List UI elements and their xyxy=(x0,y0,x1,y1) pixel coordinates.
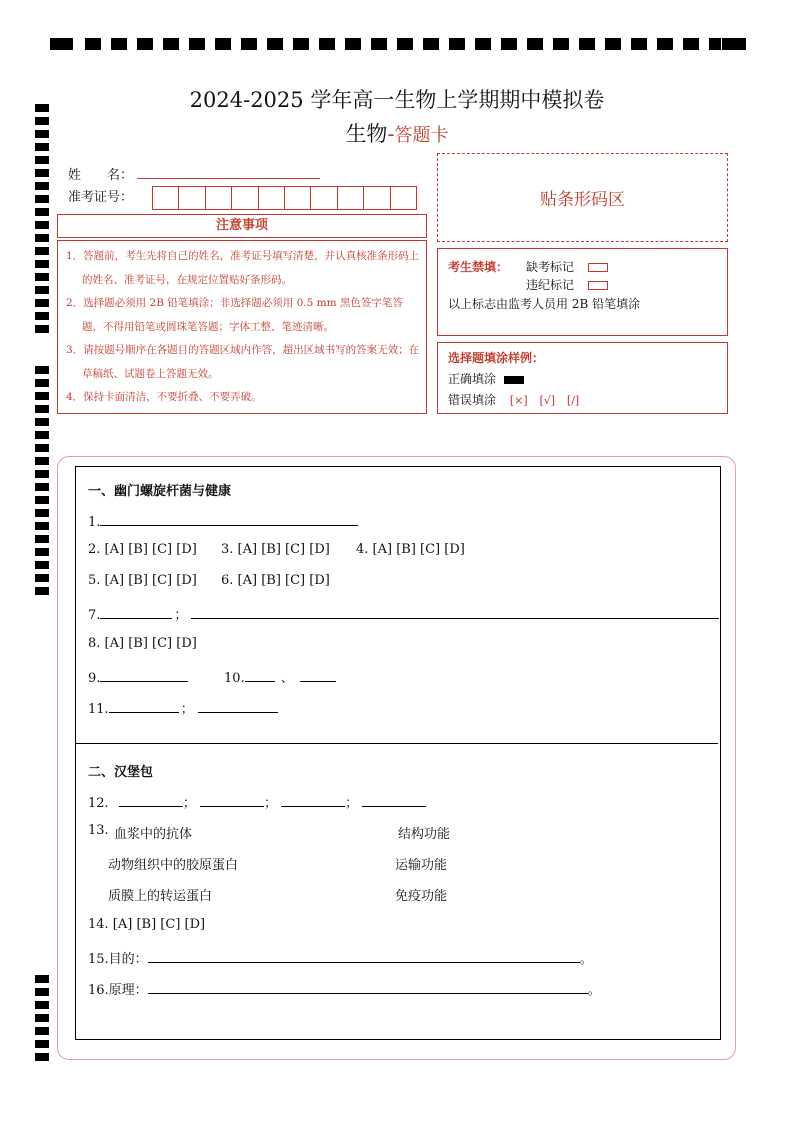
q11-answer-line-1[interactable] xyxy=(109,698,179,713)
q6-options[interactable]: 6. [A] [B] [C] [D] xyxy=(221,573,330,588)
notice-heading: 注意事项 xyxy=(57,214,427,238)
timing-bar-top xyxy=(50,38,746,52)
notice-item: 2．选择题必须用 2B 铅笔填涂；非选择题必须用 0.5 mm 黑色签字笔答题，不得用铅笔或圆珠笔答题；字体工整、笔迹清晰。 xyxy=(66,297,403,333)
q12-answer-line-2[interactable] xyxy=(200,792,264,807)
q7-answer-line-1[interactable] xyxy=(100,604,172,619)
q2-options[interactable]: 2. [A] [B] [C] [D] xyxy=(88,542,197,557)
notice-item: 3．请按题号顺序在各题目的答题区域内作答，超出区域书写的答案无效；在草稿纸、试题卷上答题无效。 xyxy=(66,344,420,380)
q7-label: 7. xyxy=(88,608,101,623)
q13-item-right[interactable]: 结构功能 xyxy=(398,827,451,842)
example-heading: 选择题填涂样例： xyxy=(448,351,545,365)
q1-answer-line[interactable] xyxy=(100,511,358,526)
q3-options[interactable]: 3. [A] [B] [C] [D] xyxy=(221,542,330,557)
card-label: 答题卡 xyxy=(394,125,449,146)
id-number-grid[interactable] xyxy=(152,186,416,210)
q10-answer-line-2[interactable] xyxy=(300,667,336,682)
correct-fill-sample xyxy=(504,376,524,384)
q13-item-left[interactable]: 动物组织中的胶原蛋白 xyxy=(108,858,239,873)
absent-label: 缺考标记 xyxy=(526,260,575,274)
q11-answer-line-2[interactable] xyxy=(198,698,278,713)
q12-separator: ； xyxy=(182,796,196,811)
q11-label: 11. xyxy=(88,702,109,717)
q13-item-right[interactable]: 运输功能 xyxy=(395,858,448,873)
examiner-only-box xyxy=(437,248,728,336)
q16-end: 。 xyxy=(587,983,601,998)
q7-answer-line-2[interactable] xyxy=(191,604,719,619)
wrong-fill-label: 错误填涂 xyxy=(448,393,497,407)
q13-item-left[interactable]: 质膜上的转运蛋白 xyxy=(108,889,213,904)
q14-options[interactable]: 14. [A] [B] [C] [D] xyxy=(88,917,206,932)
q12-separator: ； xyxy=(263,796,277,811)
q7-separator: ； xyxy=(174,608,188,623)
wrong-mark: [/] xyxy=(566,394,580,407)
forbid-label: 考生禁填： xyxy=(448,260,509,274)
wrong-mark: [×] xyxy=(509,394,528,407)
q12-answer-line-3[interactable] xyxy=(281,792,345,807)
q16-label: 16.原理： xyxy=(88,983,148,998)
q8-options[interactable]: 8. [A] [B] [C] [D] xyxy=(88,636,197,651)
q13-item-left[interactable]: 血浆中的抗体 xyxy=(114,827,193,842)
name-label: 姓 名： xyxy=(68,168,134,183)
correct-fill-label: 正确填涂 xyxy=(448,372,497,386)
q12-label: 12. xyxy=(88,796,109,811)
section1-title: 一、幽门螺旋杆菌与健康 xyxy=(88,484,232,499)
subject-label: 生物 xyxy=(345,122,388,146)
page-subtitle: 生物-答题卡 xyxy=(345,122,449,146)
forbid-note: 以上标志由监考人员用 2B 铅笔填涂 xyxy=(448,297,641,311)
violation-label: 违纪标记 xyxy=(526,278,575,292)
page-title: 2024-2025 学年高一生物上学期期中模拟卷 xyxy=(189,88,605,112)
q5-options[interactable]: 5. [A] [B] [C] [D] xyxy=(88,573,197,588)
section2-title: 二、汉堡包 xyxy=(88,765,154,780)
q1-label: 1. xyxy=(88,515,101,530)
notice-box xyxy=(57,240,427,414)
q15-label: 15.目的： xyxy=(88,952,148,967)
q12-separator: ； xyxy=(345,796,359,811)
q10-separator: 、 xyxy=(280,671,294,686)
q13-item-right[interactable]: 免疫功能 xyxy=(395,889,448,904)
section-divider xyxy=(75,743,718,744)
barcode-area: 贴条形码区 xyxy=(437,153,728,242)
q10-label: 10. xyxy=(224,671,245,686)
q15-answer-line[interactable] xyxy=(148,948,580,963)
id-label: 准考证号： xyxy=(68,190,134,205)
violation-mark-box[interactable] xyxy=(588,281,608,290)
q11-separator: ； xyxy=(180,702,194,717)
fill-example-box xyxy=(437,342,728,414)
q10-answer-line-1[interactable] xyxy=(245,667,275,682)
q16-answer-line[interactable] xyxy=(148,979,588,994)
q9-label: 9. xyxy=(88,671,101,686)
name-field[interactable] xyxy=(137,178,320,179)
q13-label: 13. xyxy=(88,823,109,838)
wrong-mark: [√] xyxy=(539,394,556,407)
q4-options[interactable]: 4. [A] [B] [C] [D] xyxy=(356,542,465,557)
q12-answer-line-1[interactable] xyxy=(119,792,183,807)
q12-answer-line-4[interactable] xyxy=(362,792,426,807)
notice-item: 4．保持卡面清洁，不要折叠、不要弄破。 xyxy=(66,391,262,403)
notice-item: 1．答题前，考生先将自己的姓名，准考证号填写清楚，并认真核准条形码上的姓名、准考证号，在规定位置贴好条形码。 xyxy=(66,250,420,286)
absent-mark-box[interactable] xyxy=(588,263,608,272)
q9-answer-line[interactable] xyxy=(100,667,188,682)
q15-end: 。 xyxy=(579,952,593,967)
